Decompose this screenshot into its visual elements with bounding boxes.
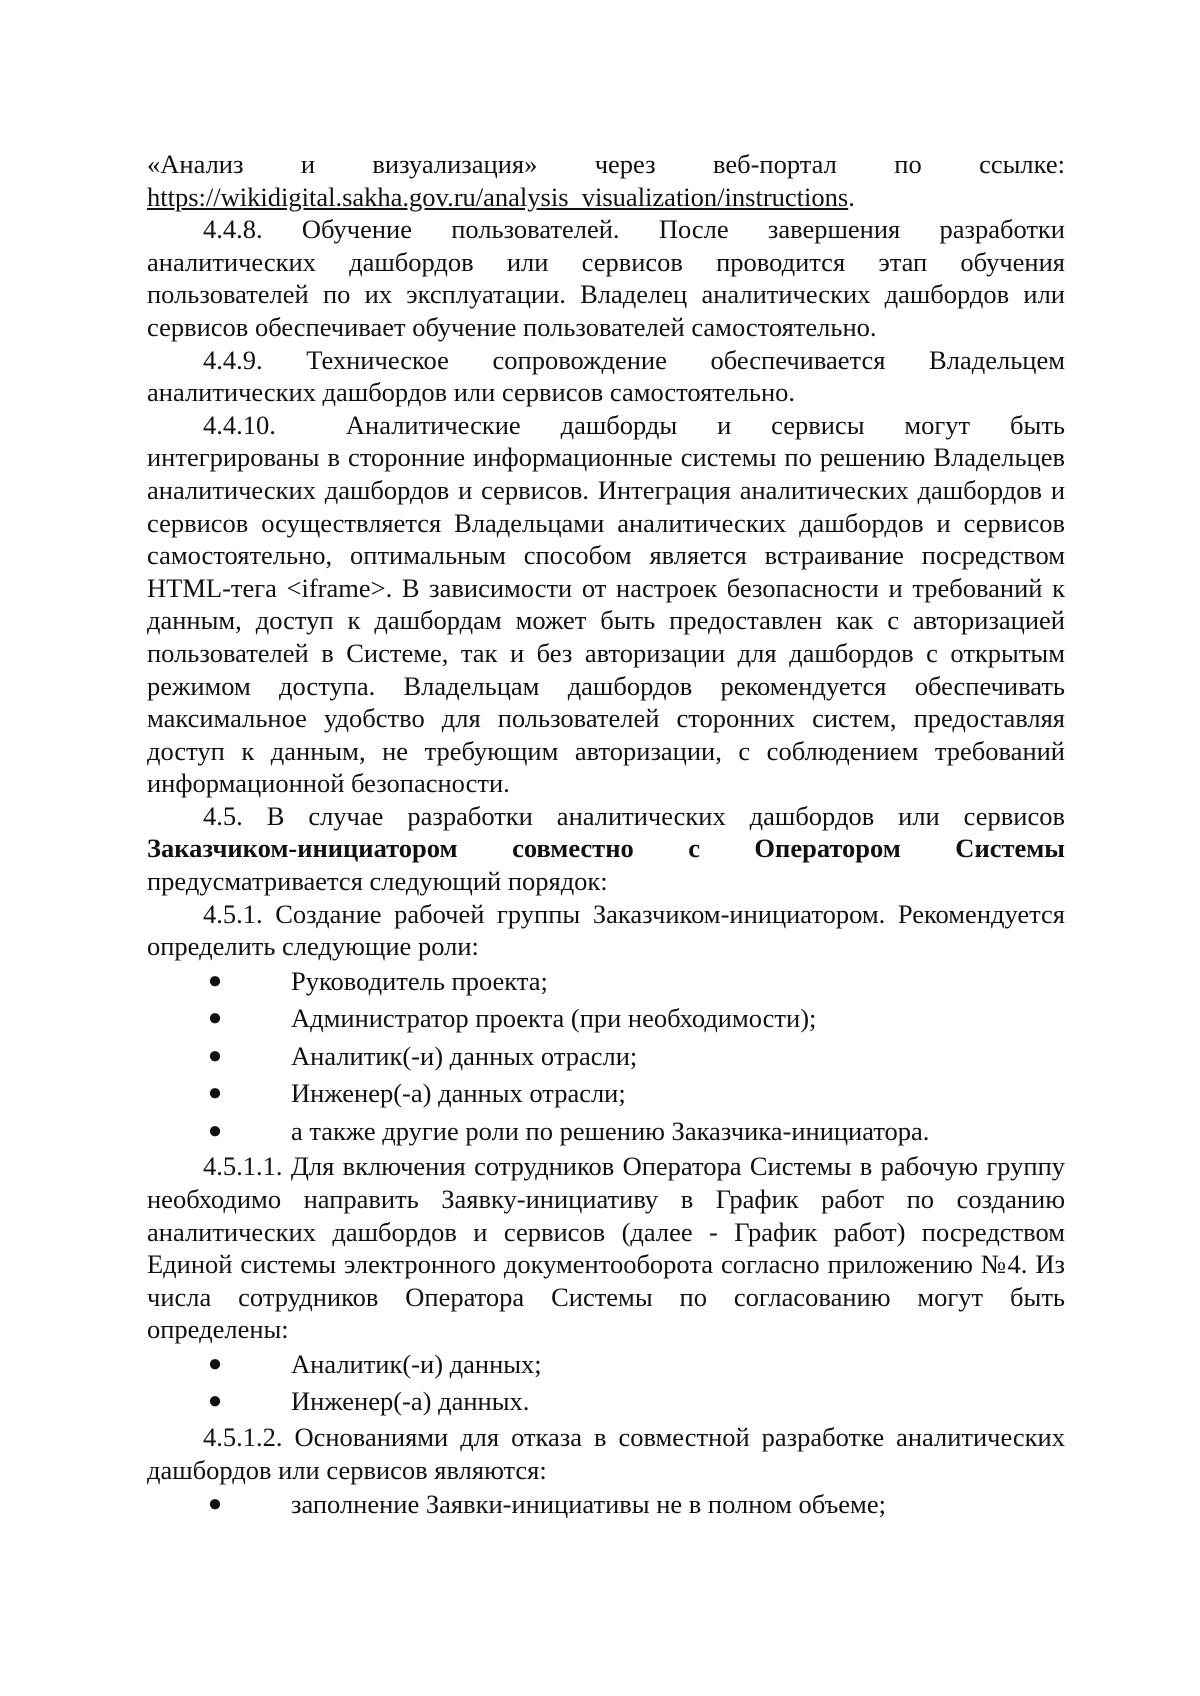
list-item: [147, 1038, 1065, 1076]
list-item: [147, 1113, 1065, 1151]
list-item: [147, 1383, 1065, 1421]
list-item-text: Аналитик(-и) данных;: [291, 1348, 542, 1379]
clause-number: 4.4.10.: [203, 409, 276, 440]
bullet-icon: ●: [207, 1042, 223, 1069]
clause-text: 4.5. В случае разработки аналитических дашбордов или сервисов: [203, 800, 1065, 831]
paragraph-4-4-8: 4.4.8. Обучение пользователей. После завершения разработки аналитических дашбордов или сервисов проводится этап обучения пользователей по их эксплуатации. Владелец аналитических дашбордов или сервисов обеспечивает обучение пользователей самостоятельно.: [147, 214, 1065, 342]
bullet-icon: ●: [207, 1350, 223, 1377]
refusal-reasons-list: [147, 1486, 1065, 1524]
roles-list: [147, 963, 1065, 1151]
clause-text: Аналитические дашборды и сервисы могут быть интегрированы в сторонние информационные системы по решению Владельцев аналитических дашбордов и сервисов. Интеграция аналитических дашбордов и сервисов осуществляется Владельцами аналитических дашбордов и сервисов самостоятельно, оптимальным способом является встраивание посредством HTML-тега <iframe>. В зависимости от настроек безопасности и требований к данным, доступ к дашбордам может быть предоставлен как с авторизацией пользователей в Системе, так и без авторизации для дашбордов с открытым режимом доступа. Владельцам дашбордов рекомендуется обеспечивать максимальное удобство для пользователей сторонних систем, предоставляя доступ к данным, не требующим авторизации, с соблюдением требований информационной безопасности.: [147, 409, 1065, 799]
clause-text: предусматривается следующий порядок:: [147, 866, 608, 897]
word: визуализация»: [372, 149, 538, 179]
period: .: [848, 181, 855, 212]
bold-text: Заказчиком-инициатором совместно с Оператором Системы: [147, 833, 1065, 864]
list-item-text: заполнение Заявки-инициативы не в полном объеме;: [291, 1489, 886, 1520]
list-item-text: Администратор проекта (при необходимости);: [291, 1003, 817, 1034]
bullet-icon: ●: [207, 967, 223, 994]
paragraph-continuation-line: [147, 148, 1065, 181]
list-item-text: а также другие роли по решению Заказчика-инициатора.: [291, 1115, 930, 1146]
list-item: [147, 1346, 1065, 1384]
document-page: [147, 148, 1065, 1524]
word: ссылке:: [979, 149, 1065, 179]
bullet-icon: ●: [207, 1080, 223, 1107]
word: и: [300, 149, 316, 179]
paragraph-4-5-1-1: 4.5.1.1. Для включения сотрудников Оператора Системы в рабочую группу необходимо направить Заявку-инициативу в График работ по созданию аналитических дашбордов и сервисов (далее - График работ) посредством Единой системы электронного документооборота согласно приложению №4. Из числа сотрудников Оператора Системы по согласованию могут быть определены:: [147, 1151, 1065, 1345]
bullet-icon: ●: [207, 1117, 223, 1144]
list-item: [147, 963, 1065, 1001]
bullet-icon: ●: [207, 1388, 223, 1415]
paragraph-4-5: [147, 800, 1065, 898]
list-item-text: Руководитель проекта;: [291, 965, 548, 996]
word: веб-портал: [713, 149, 837, 179]
list-item-text: Инженер(-а) данных.: [291, 1386, 530, 1417]
list-item: [147, 1000, 1065, 1038]
word: «Анализ: [147, 149, 244, 179]
list-item: [147, 1486, 1065, 1524]
paragraph-4-5-1: 4.5.1. Создание рабочей группы Заказчиком-инициатором. Рекомендуется определить следующие роли:: [147, 898, 1065, 962]
instructions-link[interactable]: https://wikidigital.sakha.gov.ru/analysis_visualization/instructions: [147, 181, 849, 212]
paragraph-link-line: [147, 181, 1065, 214]
bullet-icon: ●: [207, 1005, 223, 1032]
list-item-text: Аналитик(-и) данных отрасли;: [291, 1040, 638, 1071]
list-item: [147, 1075, 1065, 1113]
paragraph-4-4-9: 4.4.9. Техническое сопровождение обеспечивается Владельцем аналитических дашбордов или сервисов самостоятельно.: [147, 344, 1065, 408]
list-item-text: Инженер(-а) данных отрасли;: [291, 1078, 626, 1109]
word: через: [594, 149, 656, 179]
word: по: [894, 149, 922, 179]
paragraph-4-4-10: [147, 409, 1065, 800]
bullet-icon: ●: [207, 1491, 223, 1518]
paragraph-4-5-1-2: 4.5.1.2. Основаниями для отказа в совместной разработке аналитических дашбордов или сервисов являются:: [147, 1421, 1065, 1485]
operator-roles-list: [147, 1346, 1065, 1421]
